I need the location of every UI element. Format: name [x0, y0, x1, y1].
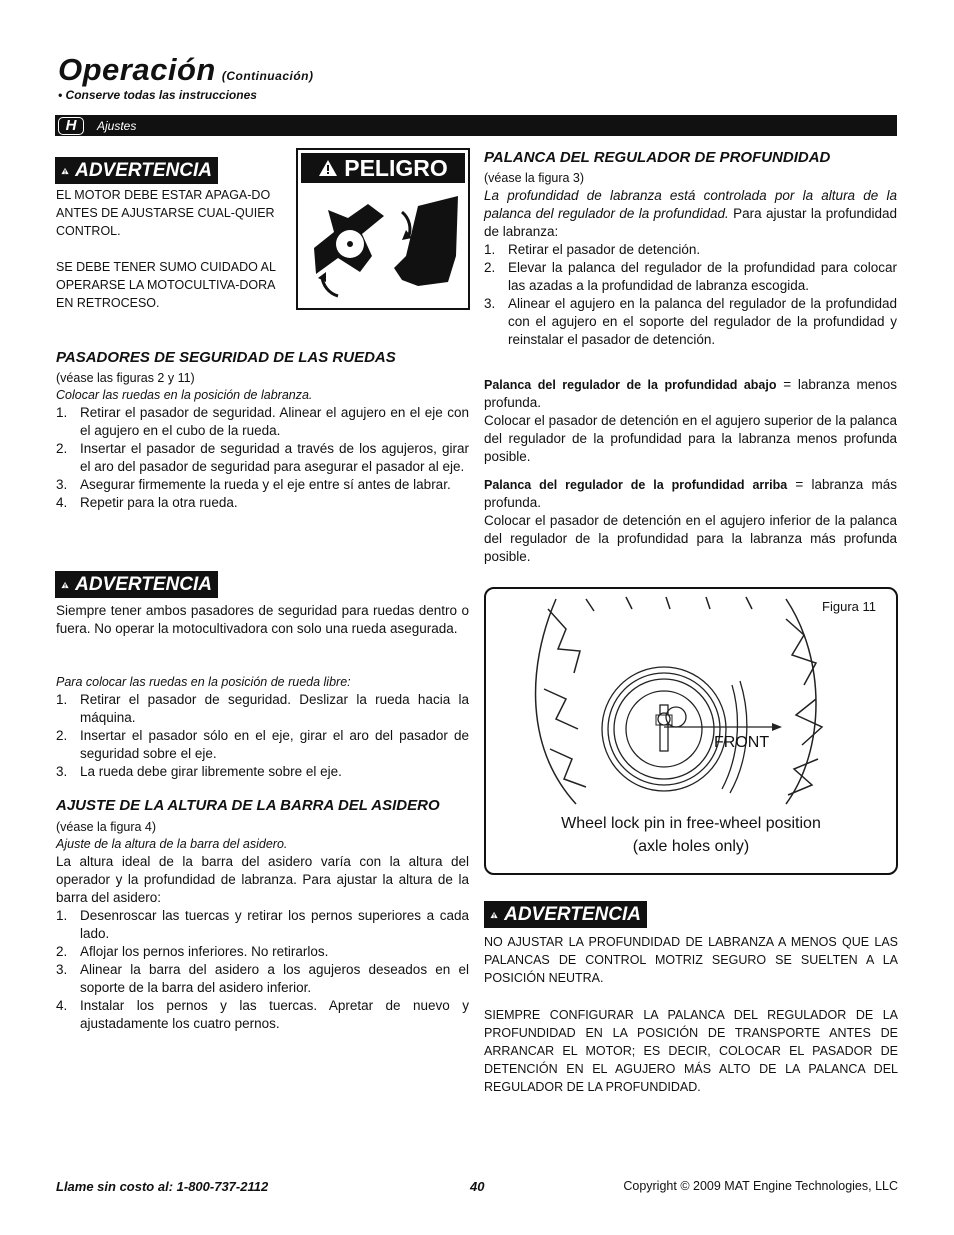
section-letter: H	[58, 117, 84, 135]
intro-text: Colocar las ruedas en la posición de labranza.	[56, 388, 313, 402]
danger-banner: PELIGRO	[301, 153, 465, 183]
footer-copyright: Copyright © 2009 MAT Engine Technologies, LLC	[623, 1179, 898, 1193]
front-label: FRONT	[714, 734, 770, 751]
section-bar	[55, 115, 897, 136]
body-text: Palanca del regulador de la profundidad abajo = labranza menos profunda.	[484, 377, 897, 410]
section-heading: AJUSTE DE LA ALTURA DE LA BARRA DEL ASIDERO	[56, 797, 440, 814]
intro-text: Ajuste de la altura de la barra del asidero.	[56, 837, 288, 851]
steps-list	[56, 691, 469, 781]
intro-text: Para colocar las ruedas en la posición de rueda libre:	[56, 675, 351, 689]
danger-box	[296, 148, 470, 310]
list-item: 4. Instalar los pernos y las tuercas. Apretar de nuevo y ajustadamente los cuatro pernos.	[56, 998, 469, 1031]
footer-phone: Llame sin costo al: 1-800-737-2112	[56, 1179, 269, 1194]
figure-box	[484, 587, 898, 875]
page-number: 40	[470, 1179, 485, 1194]
steps-list	[56, 404, 469, 512]
list-item: 3. Alinear la barra del asidero a los agujeros deseados en el soporte de la barra del asidero inferior.	[56, 962, 469, 995]
warning-text: EL MOTOR DEBE ESTAR APAGA-DO ANTES DE AJUSTARSE CUAL-QUIER CONTROL.	[56, 188, 275, 238]
body-text: La profundidad de labranza está controlada por la altura de la palanca del regulador de la profundidad. Para ajustar la profundidad de labranza:	[484, 188, 897, 239]
list-item: 1. Retirar el pasador de detención.	[484, 242, 701, 257]
warning-text: NO AJUSTAR LA PROFUNDIDAD DE LABRANZA A MENOS QUE LAS PALANCAS DE CONTROL MOTRIZ SEGURO SE SUELTEN A LA POSICIÓN NEUTRA.	[484, 935, 898, 985]
list-item: 1. Desenroscar las tuercas y retirar los pernos superiores a cada lado.	[56, 908, 469, 941]
steps-list	[56, 907, 469, 1033]
list-item: 3. La rueda debe girar libremente sobre el eje.	[56, 764, 342, 779]
warning-triangle-icon	[61, 163, 69, 179]
warning-text: SE DEBE TENER SUMO CUIDADO AL OPERARSE LA MOTOCULTIVA-DORA EN RETROCESO.	[56, 260, 276, 310]
warning-text: SIEMPRE CONFIGURAR LA PALANCA DEL REGULADOR DE LA PROFUNDIDAD EN LA POSICIÓN DE TRANSPORTE ANTES DE ARRANCAR EL MOTOR; ES DECIR, COLOCAR EL PASADOR DE DETENCIÓN EN EL AGUJERO MÁS ALTO DE LA PALANCA DEL REGULADOR DE LA PROFUNDIDAD.	[484, 1008, 898, 1094]
body-text: La altura ideal de la barra del asidero varía con la altura del operador y la profundidad de labranza. Para ajustar la altura de la barra del asidero:	[56, 854, 469, 905]
warning-label: ADVERTENCIA	[75, 160, 212, 181]
warning-banner: ADVERTENCIA	[484, 901, 647, 928]
section-heading: PALANCA DEL REGULADOR DE PROFUNDIDAD	[484, 149, 831, 166]
list-item: 2. Insertar el pasador de seguridad a través de los agujeros, girar el aro del pasador de seguridad para asegurar el pasador al eje.	[56, 441, 469, 474]
warning-triangle-icon	[490, 907, 498, 923]
list-item: 4. Repetir para la otra rueda.	[56, 495, 238, 510]
list-item: 2. Aflojar los pernos inferiores. No retirarlos.	[56, 944, 329, 959]
warning-text: Siempre tener ambos pasadores de seguridad para ruedas dentro o fuera. No operar la motocultivadora con solo una rueda asegurada.	[56, 603, 469, 636]
list-item: 1. Retirar el pasador de seguridad. Deslizar la rueda hacia la máquina.	[56, 692, 469, 725]
warning-banner	[55, 157, 218, 184]
body-text: Palanca del regulador de la profundidad arriba = labranza más profunda.	[484, 477, 897, 510]
figure-ref: (véase la figura 3)	[484, 171, 585, 185]
warning-triangle-icon	[318, 159, 338, 177]
section-heading: PASADORES DE SEGURIDAD DE LAS RUEDAS	[56, 349, 396, 366]
page-title: Operación (Continuación)	[58, 52, 314, 87]
figure-caption: Wheel lock pin in free-wheel position (axle holes only)	[561, 815, 821, 855]
list-item: 2. Insertar el pasador sólo en el eje, girar el aro del pasador de seguridad sobre el eje.	[56, 728, 469, 761]
list-item: 2. Elevar la palanca del regulador de la profundidad para colocar las azadas a la profundidad de labranza escogida.	[484, 260, 897, 293]
list-item: 3. Alinear el agujero en la palanca del regulador de la profundidad con el agujero en el soporte del regulador de la profundidad y reinstalar el pasador de detención.	[484, 296, 897, 347]
warning-triangle-icon	[61, 577, 69, 593]
steps-list	[484, 241, 897, 349]
warning-banner: ADVERTENCIA	[55, 571, 218, 598]
section-label: Ajustes	[97, 119, 137, 133]
figure-ref: (véase la figura 4)	[56, 820, 157, 834]
conserve-note: • Conserve todas las instrucciones	[58, 88, 257, 102]
page-subtitle: (Continuación)	[221, 69, 314, 83]
list-item: 3. Asegurar firmemente la rueda y el eje entre sí antes de labrar.	[56, 477, 451, 492]
tine-hazard-icon	[298, 186, 466, 310]
body-text: Colocar el pasador de detención en el agujero superior de la palanca del regulador de la profundidad para la labranza menos profunda posible.	[484, 413, 897, 464]
list-item: 1. Retirar el pasador de seguridad. Alinear el agujero en el eje con el agujero en el cubo de la rueda.	[56, 405, 469, 438]
figure-ref: (véase las figuras 2 y 11)	[56, 371, 195, 385]
body-text: Colocar el pasador de detención en el agujero inferior de la palanca del regulador de la profundidad para la labranza más profunda posible.	[484, 513, 897, 564]
figure-label: Figura 11	[822, 599, 876, 614]
